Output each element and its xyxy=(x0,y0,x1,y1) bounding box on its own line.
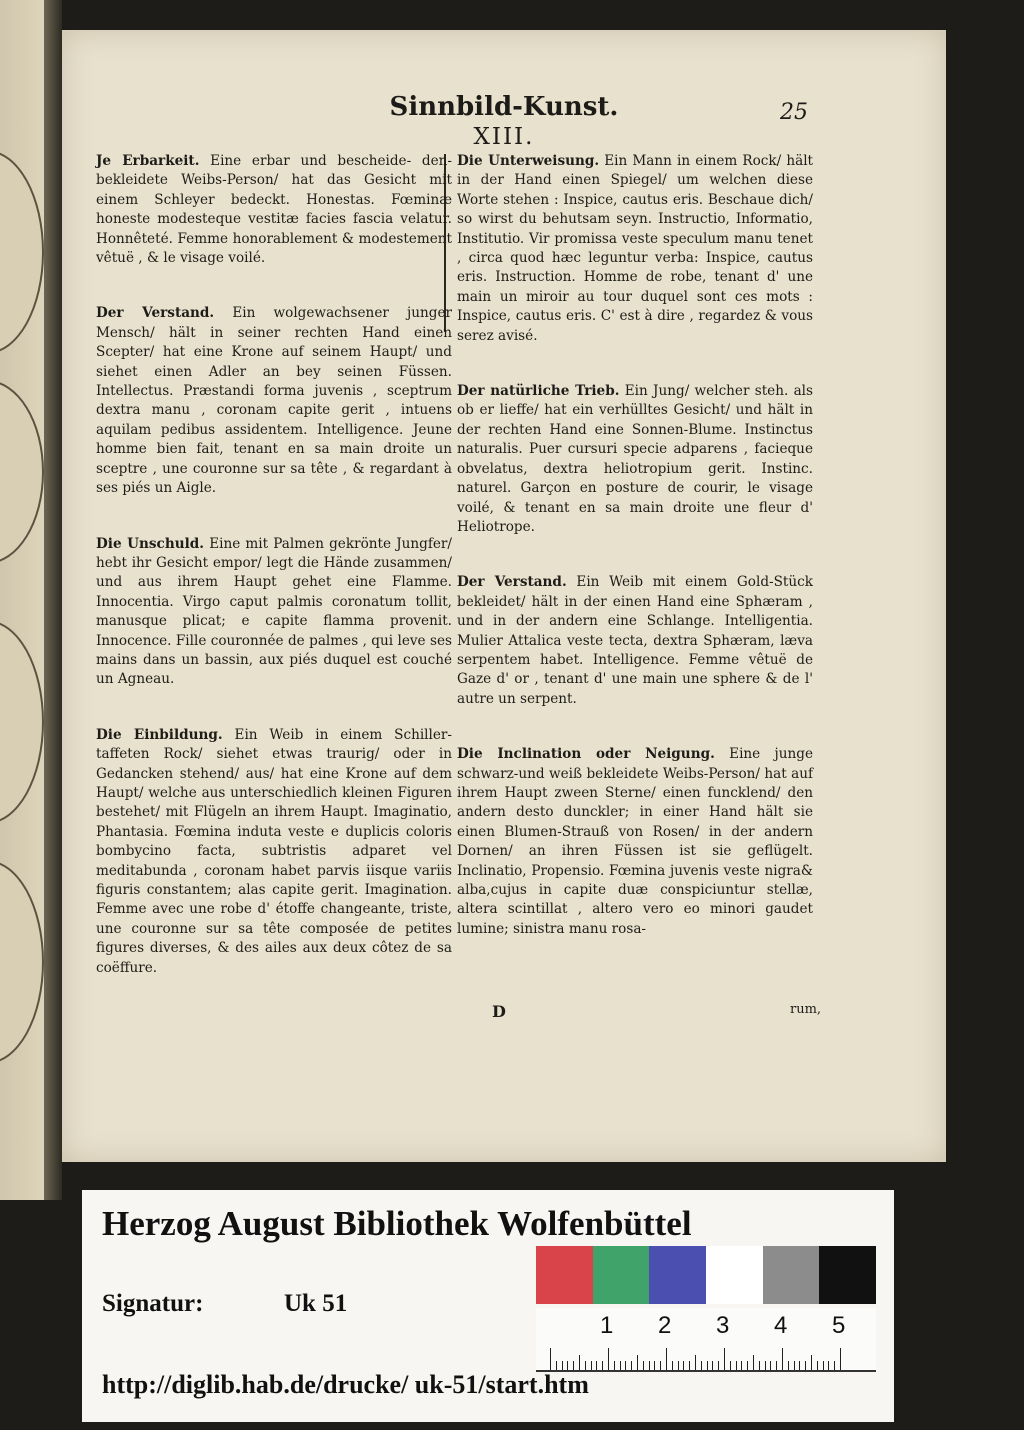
emblem-entry xyxy=(96,152,452,268)
entry-title: Der natürliche Trieb. xyxy=(457,383,620,400)
color-swatch xyxy=(763,1246,820,1304)
right-column xyxy=(457,152,813,939)
signatur-value: Uk 51 xyxy=(284,1290,348,1317)
emblem-entry xyxy=(96,304,452,498)
ruler-tick xyxy=(614,1361,615,1370)
ruler-tick xyxy=(602,1361,603,1370)
medallion-illustration xyxy=(0,380,44,564)
ruler-number: 5 xyxy=(832,1312,846,1339)
ruler-tick xyxy=(567,1361,568,1370)
ruler-tick xyxy=(666,1348,667,1370)
entry-title: Die Einbildung. xyxy=(96,726,223,743)
emblem-entry xyxy=(457,382,813,537)
entry-text: Ein wolgewachsener junger Mensch/ hält in seiner rechten Hand einen Scepter/ hat eine Krone auf seinem Haupt/ und siehet einen Adler an bey seinen Füssen. Intellectus. Præstandi forma juvenis , sceptrum dextra manu , coronam capite gerit , intuens aquilam pedibus assidentem. Intelligence. Jeune homme bien fait, tenant en sa main droite un sceptre , une couronne sur sa tête , & regardant à ses piés un Aigle. xyxy=(96,305,452,497)
ruler-tick xyxy=(672,1361,673,1370)
ruler-tick xyxy=(637,1355,638,1370)
ruler-tick xyxy=(770,1361,771,1370)
ruler-tick xyxy=(759,1361,760,1370)
medallion-illustration xyxy=(0,150,44,354)
entry-title: Der Verstand. xyxy=(457,574,567,591)
library-name: Herzog August Bibliothek Wolfenbüttel xyxy=(102,1204,692,1243)
ruler-tick xyxy=(591,1361,592,1370)
entry-title: Die Unterweisung. xyxy=(457,153,600,169)
ruler-tick xyxy=(562,1361,563,1370)
color-swatch xyxy=(706,1246,763,1304)
ruler-tick xyxy=(707,1361,708,1370)
ruler-tick xyxy=(799,1361,800,1370)
emblem-entry xyxy=(96,726,452,978)
ruler-tick xyxy=(817,1361,818,1370)
ruler-tick xyxy=(660,1361,661,1370)
ruler-tick xyxy=(718,1361,719,1370)
ruler-tick xyxy=(649,1361,650,1370)
entry-title: Die Unschuld. xyxy=(96,535,205,552)
ruler-tick xyxy=(724,1348,725,1370)
left-column xyxy=(96,152,452,978)
ruler-number: 2 xyxy=(658,1312,672,1339)
book-page xyxy=(62,30,946,1162)
ruler-tick xyxy=(741,1361,742,1370)
medallion-illustration xyxy=(0,620,44,824)
ruler-tick xyxy=(788,1361,789,1370)
catchword: rum, xyxy=(790,1002,822,1017)
digital-library-url[interactable]: http://diglib.hab.de/drucke/ uk-51/start.htm xyxy=(102,1370,589,1399)
entry-title: Je Erbarkeit. xyxy=(96,153,200,169)
ruler-tick xyxy=(753,1355,754,1370)
book-binding xyxy=(44,0,62,1200)
ruler-tick xyxy=(683,1361,684,1370)
ruler-tick xyxy=(840,1348,841,1370)
ruler-number: 3 xyxy=(716,1312,730,1339)
ruler-number: 1 xyxy=(600,1312,614,1339)
entry-text: Eine mit Palmen gekrönte Jungfer/ hebt ihr Gesicht empor/ legt die Hände zusammen/ und aus ihrem Haupt gehet eine Flamme. Innocentia. Virgo caput palmis coronatum tollit, manusque plicat; e capite flamma provenit. Innocence. Fille couronnée de palmes , qui leve ses mains dans un bassin, aux piés duquel est couché un Agneau. xyxy=(96,535,453,688)
color-calibration-swatches xyxy=(536,1246,876,1304)
ruler-tick xyxy=(776,1361,777,1370)
emblem-entry xyxy=(96,535,452,690)
ruler-tick xyxy=(794,1361,795,1370)
ruler-tick xyxy=(782,1348,783,1370)
ruler-tick xyxy=(834,1361,835,1370)
color-swatch xyxy=(593,1246,650,1304)
library-card xyxy=(82,1190,894,1422)
ruler-tick xyxy=(678,1361,679,1370)
ruler-tick xyxy=(736,1361,737,1370)
entry-text: Ein Jung/ welcher steh. als ob er lieffe/ hat ein verhülltes Gesicht/ und hält in der rechten Hand eine Sonnen-Blume. Instinctus naturalis. Puer cursuri specie adparens , facieque obvelatus, dextra heliotropium gerit. Instinc. naturel. Garçon en posture de courir, le visage voilé, & tenant en sa main droite une fleur d' Heliotrope. xyxy=(457,383,813,535)
color-swatch xyxy=(649,1246,706,1304)
color-swatch xyxy=(536,1246,593,1304)
ruler-tick xyxy=(805,1361,806,1370)
ruler-tick xyxy=(811,1355,812,1370)
entry-text: Eine junge schwarz-und weiß bekleidete Weibs-Person/ hat auf ihrem Haupt zween Sterne/ einen funcklend/ den andern desto dunckler; in einer Hand hält sie einen Blumen-Strauß von Rosen/ in der andern Dornen/ an ihren Füssen ist sie geflügelt. Inclinatio, Propensio. Fœmina juvenis veste nigra& alba,cujus in capite duæ conspiciuntur stellæ, altera scintillat , altero vero eo minori gaudet lumine; sinistra manu rosa- xyxy=(457,746,813,937)
ruler-tick xyxy=(631,1361,632,1370)
ruler-tick xyxy=(556,1361,557,1370)
ruler-tick xyxy=(828,1361,829,1370)
ruler-tick xyxy=(823,1361,824,1370)
ruler-tick xyxy=(747,1361,748,1370)
ruler-tick xyxy=(625,1361,626,1370)
signatur-label: Signatur: xyxy=(102,1290,204,1317)
ruler-number: 4 xyxy=(774,1312,788,1339)
entry-text: Eine erbar und bescheide- den-bekleidete Weibs-Person/ hat das Gesicht mit einem Schleyer bedeckt. Honestas. Fœminæ honeste modesteque vestitæ facies fascia velatur. Honnêteté. Femme honorablement & modestement vêtuë , & le visage voilé. xyxy=(96,153,452,267)
section-number: XIII. xyxy=(473,124,535,150)
entry-text: Ein Weib mit einem Gold-Stück bekleidet/ hält in der einen Hand eine Sphæram , und in der andern eine Schlange. Intelligentia. Mulier Attalica veste tecta, dextra Sphæram, læva serpentem habet. Intelligence. Femme vêtuë de Gaze d' or , tenant d' une main une sphere & de l' autre un serpent. xyxy=(457,574,813,707)
entry-title: Die Inclination oder Neigung. xyxy=(457,746,715,763)
ruler-tick xyxy=(579,1355,580,1370)
ruler-tick xyxy=(654,1361,655,1370)
ruler-tick xyxy=(608,1348,609,1370)
ruler-tick xyxy=(585,1361,586,1370)
ruler-tick xyxy=(689,1361,690,1370)
ruler-tick xyxy=(620,1361,621,1370)
ruler-tick xyxy=(550,1348,551,1370)
entry-text: Ein Mann in einem Rock/ hält in der Hand einen Spiegel/ um welchen diese Worte stehen : Inspice, cautus eris. Beschaue dich/ so wirst du behutsam seyn. Instructio, Informatio, Institutio. Vir promissa veste speculum manu tenet , circa quod hæc leguntur verba: Inspice, cautus eris. Instruction. Homme de robe, tenant d' une main un miroir au tour duquel sont ces mots : Inspice, cautus eris. C' est à dire , regardez & vous serez avisé. xyxy=(457,153,813,344)
ruler-tick xyxy=(701,1361,702,1370)
medallion-illustration xyxy=(0,860,44,1064)
entry-text: Ein Weib in einem Schiller-taffeten Rock/ siehet etwas traurig/ oder in Gedancken stehend/ aus/ hat eine Krone auf dem Haupt/ welche aus unterschiedlich kleinen Figuren bestehet/ mit Flügeln an ihrem Haupt. Imaginatio, Phantasia. Fœmina induta veste e duplicis coloris bombycino facta, subtristis adparet vel meditabunda , coronam habet parvis iisque variis figuris constantem; alas capite gerit. Imagination. Femme avec une robe d' étoffe changeante, triste, une couronne sur sa tête composée de petites figures diverses, & des ailes aux deux côtez de sa coëffure. xyxy=(96,726,453,976)
emblem-entry xyxy=(457,745,813,939)
ruler-tick xyxy=(712,1361,713,1370)
ruler-tick xyxy=(765,1361,766,1370)
ruler-tick xyxy=(596,1361,597,1370)
ruler-tick xyxy=(573,1361,574,1370)
emblem-entry xyxy=(457,152,813,346)
ruler-tick xyxy=(730,1361,731,1370)
color-swatch xyxy=(819,1246,876,1304)
entry-title: Der Verstand. xyxy=(96,305,215,322)
signature-mark: D xyxy=(492,1002,506,1021)
emblem-entry xyxy=(457,573,813,709)
ruler-tick xyxy=(695,1355,696,1370)
running-head: Sinnbild-Kunst. xyxy=(389,92,619,122)
page-number: 25 xyxy=(780,100,808,125)
ruler-tick xyxy=(643,1361,644,1370)
scale-ruler xyxy=(536,1308,876,1372)
